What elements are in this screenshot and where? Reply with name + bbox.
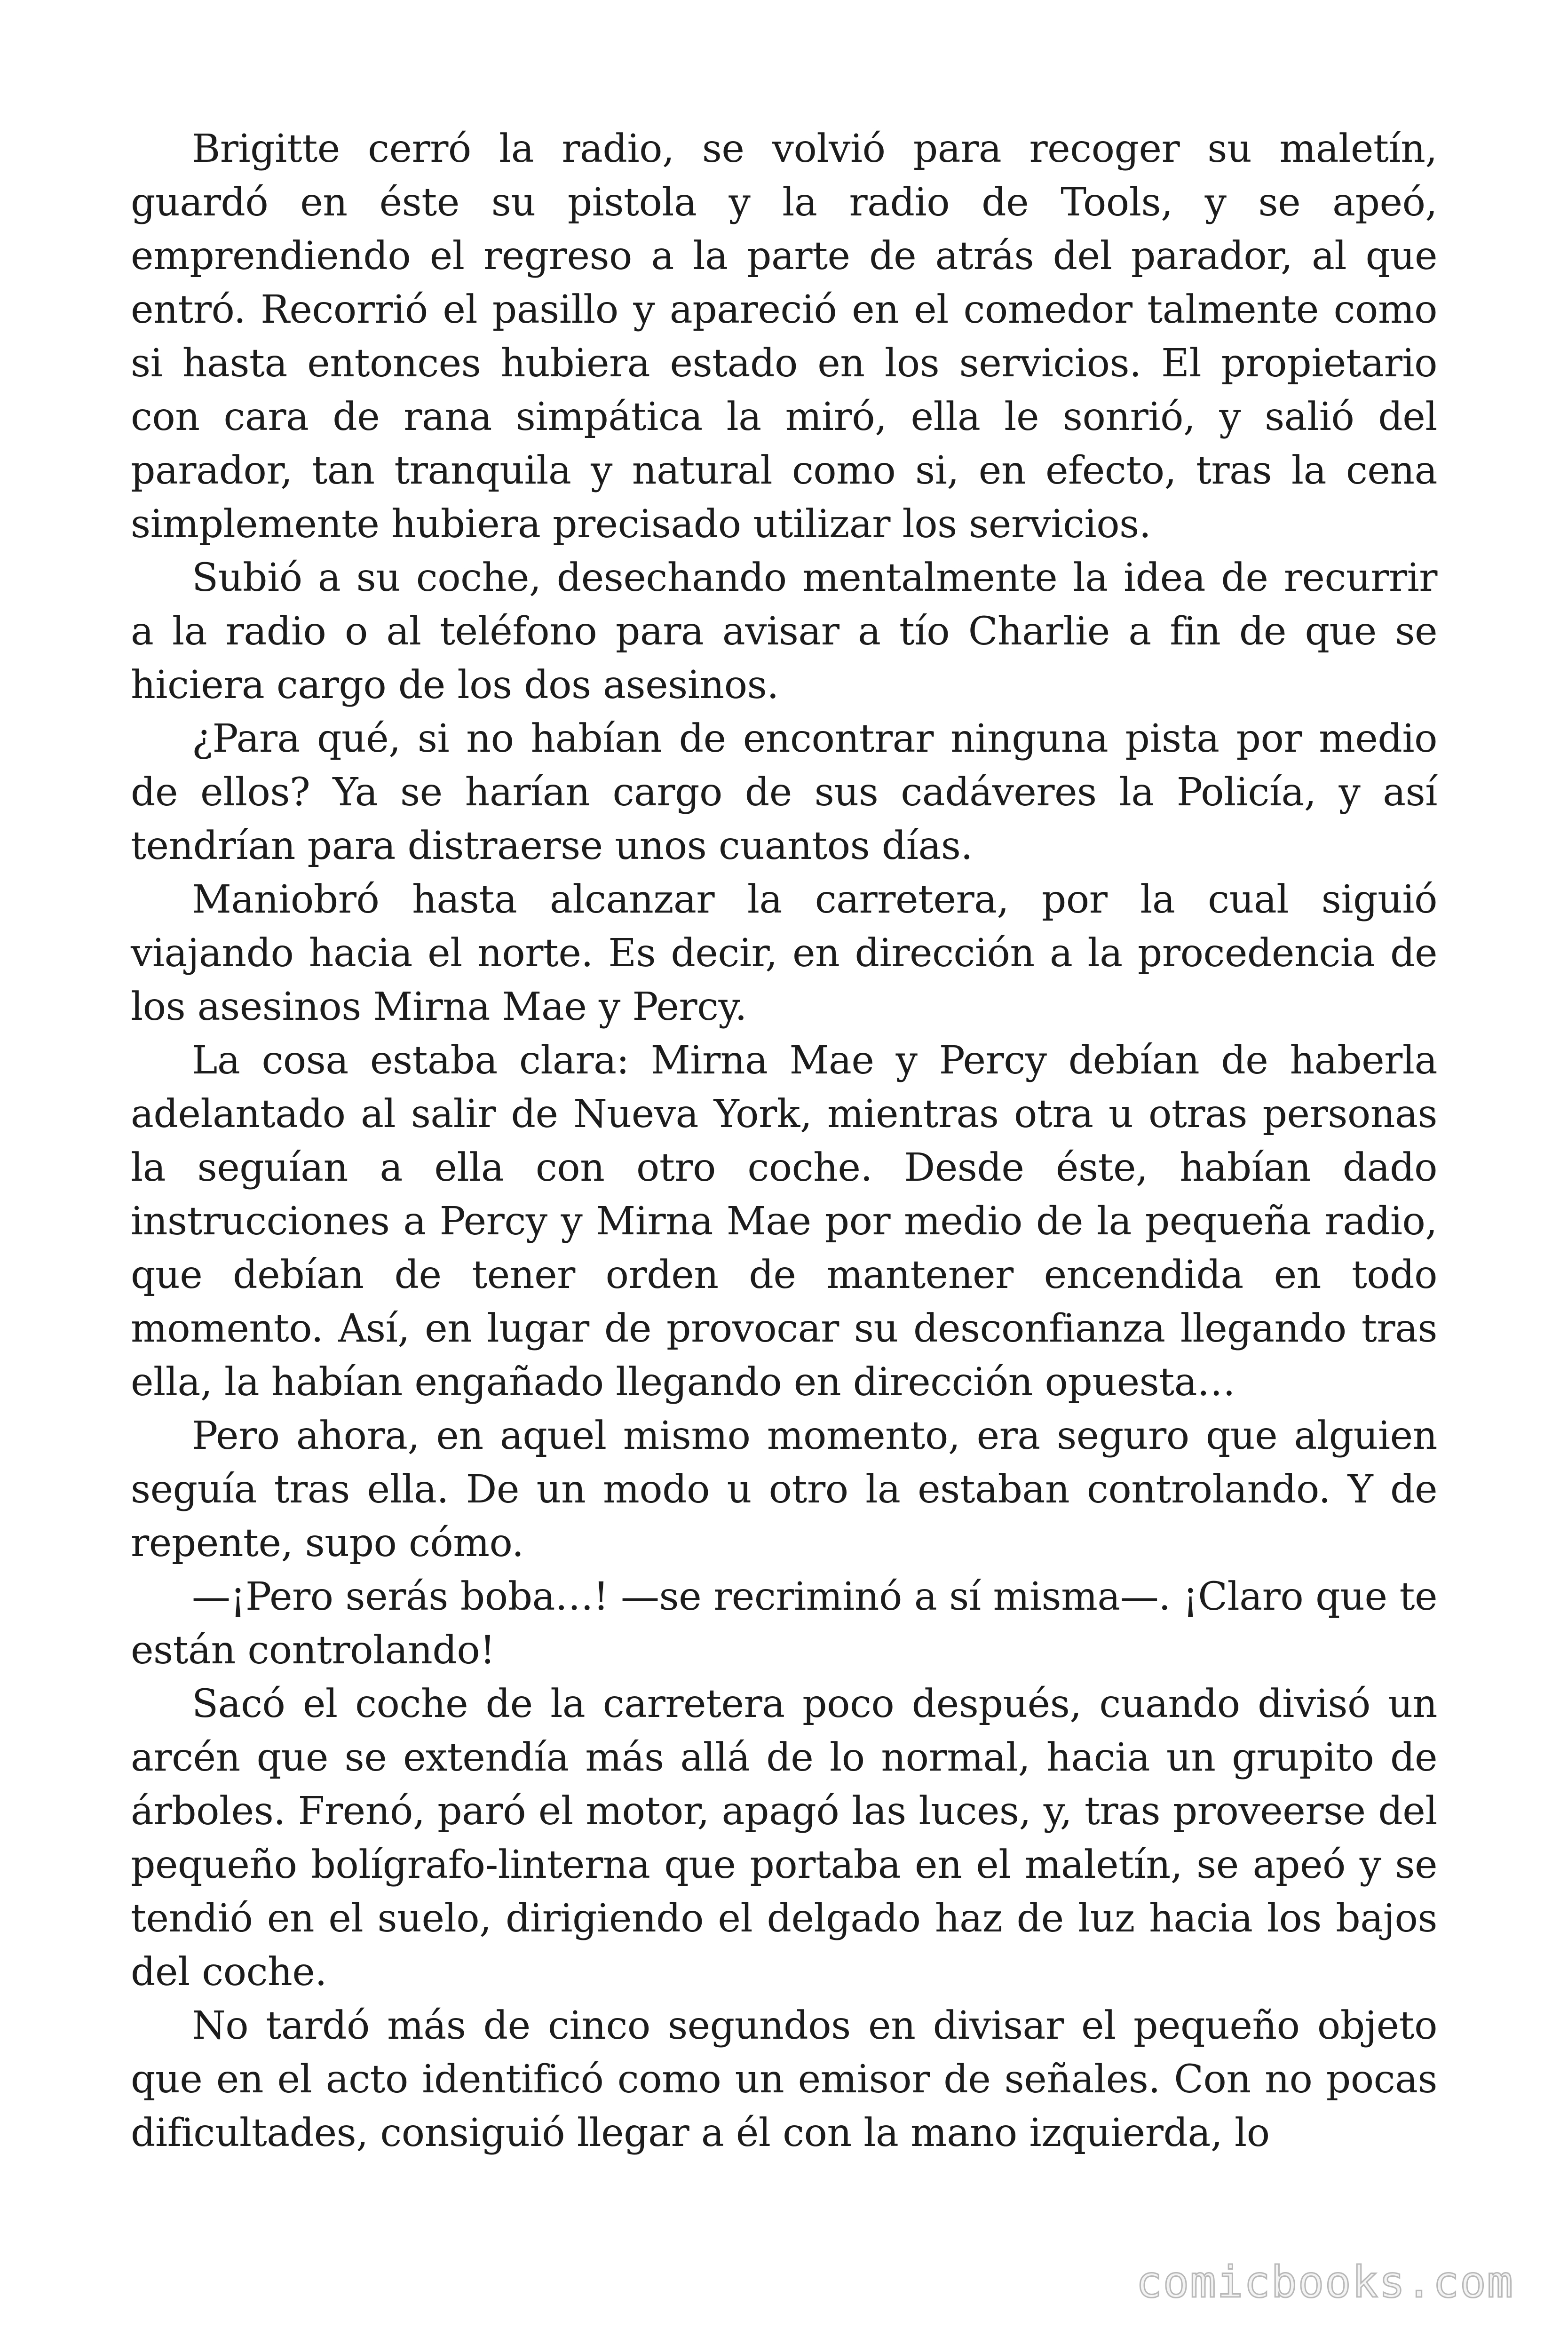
paragraph-9: No tardó más de cinco segundos en divisar el pequeño objeto que en el acto identificó como un emisor de señales. Con no pocas dificultades, consiguió llegar a él con la mano izquierda, lo [131, 2003, 1437, 2155]
page-body [131, 122, 1437, 2160]
watermark: comicbooks.com [1136, 2257, 1514, 2307]
paragraph-2: Subió a su coche, desechando mentalmente la idea de recurrir a la radio o al teléfono para avisar a tío Charlie a fin de que se hiciera cargo de los dos asesinos. [131, 556, 1437, 707]
paragraph-3: ¿Para qué, si no habían de encontrar ninguna pista por medio de ellos? Ya se harían cargo de sus cadáveres la Policía, y así tendrían para distraerse unos cuantos días. [131, 716, 1437, 868]
paragraph-5: La cosa estaba clara: Mirna Mae y Percy debían de haberla adelantado al salir de Nueva York, mientras otra u otras personas la seguían a ella con otro coche. Desde éste, habían dado instrucciones a Percy y Mirna Mae por medio de la pequeña radio, que debían de tener orden de mantener encendida en todo momento. Así, en lugar de provocar su desconfianza llegando tras ella, la habían engañado llegando en dirección opuesta… [131, 1038, 1437, 1405]
paragraph-1: Brigitte cerró la radio, se volvió para recoger su maletín, guardó en éste su pistola y la radio de Tools, y se apeó, emprendiendo el regreso a la parte de atrás del parador, al que entró. Recorrió el pasillo y apareció en el comedor talmente como si hasta entonces hubiera estado en los servicios. El propietario con cara de rana simpática la miró, ella le sonrió, y salió del parador, tan tranquila y natural como si, en efecto, tras la cena simplemente hubiera precisado utilizar los servicios. [131, 127, 1437, 547]
paragraph-8: Sacó el coche de la carretera poco después, cuando divisó un arcén que se extendía más allá de lo normal, hacia un grupito de árboles. Frenó, paró el motor, apagó las luces, y, tras proveerse del pequeño bolígrafo-linterna que portaba en el maletín, se apeó y se tendió en el suelo, dirigiendo el delgado haz de luz hacia los bajos del coche. [131, 1682, 1437, 1994]
paragraph-4: Maniobró hasta alcanzar la carretera, por la cual siguió viajando hacia el norte. Es decir, en dirección a la procedencia de los asesinos Mirna Mae y Percy. [131, 877, 1437, 1029]
paragraph-7: —¡Pero serás boba…! —se recriminó a sí misma—. ¡Claro que te están controlando! [131, 1574, 1437, 1673]
paragraph-6: Pero ahora, en aquel mismo momento, era seguro que alguien seguía tras ella. De un modo u otro la estaban controlando. Y de repente, supo cómo. [131, 1414, 1437, 1565]
